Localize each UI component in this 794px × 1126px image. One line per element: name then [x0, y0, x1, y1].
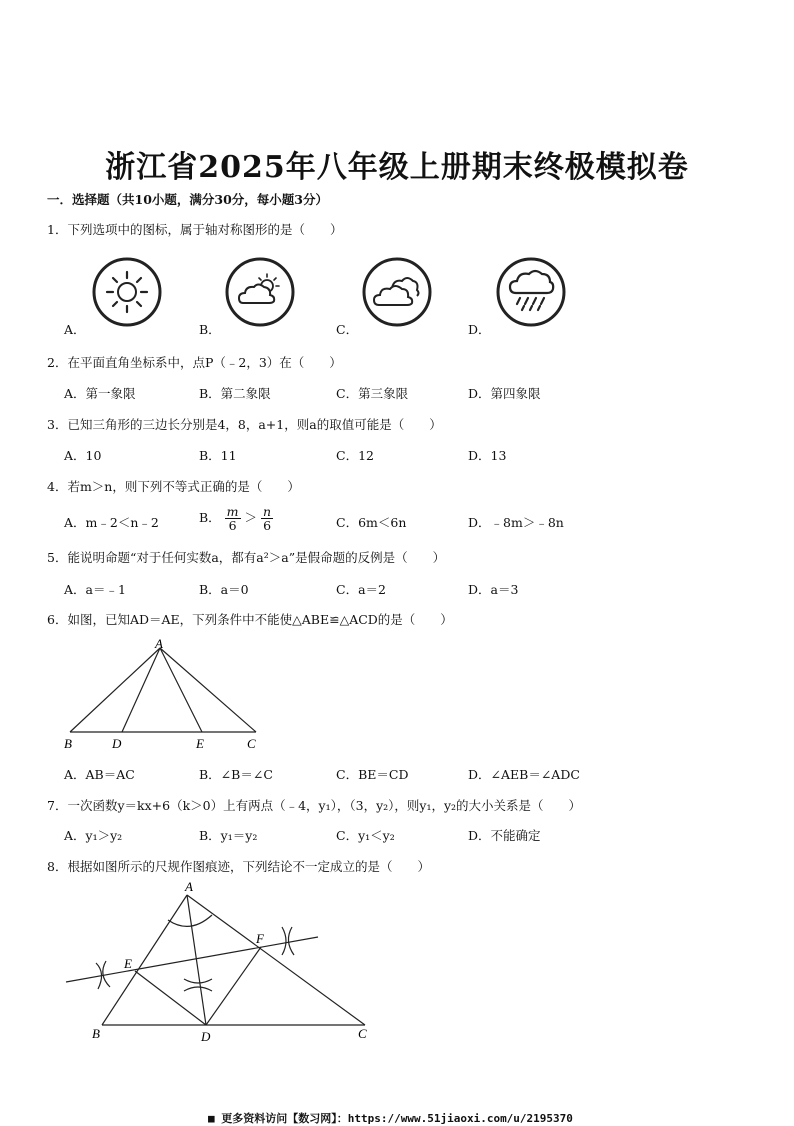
cloudy-icon [360, 255, 434, 329]
q6-option-d: D．∠AEB＝∠ADC [468, 767, 580, 782]
rain-cloud-icon [494, 255, 568, 329]
q5-option-a: A．a＝﹣1 [64, 582, 126, 597]
q7-option-d: D．不能确定 [468, 828, 541, 843]
q6-option-a: A．AB＝AC [64, 767, 135, 782]
label-f: F [256, 931, 264, 946]
fraction-n-over-6: $\frac{n}{6}$ [263, 504, 272, 533]
q2-option-d: D．第四象限 [468, 386, 541, 401]
q6-option-b: B．∠B＝∠C [199, 767, 273, 782]
triangle-figure-q6 [60, 636, 270, 756]
q7-option-c: C．y₁＜y₂ [336, 828, 395, 843]
question-5-stem: 5．能说明命题“对于任何实数a，都有a²＞a”是假命题的反例是（ ） [47, 550, 446, 565]
label-c: C [247, 736, 256, 751]
question-4-stem: 4．若m＞n，则下列不等式正确的是（ ） [47, 479, 300, 494]
q2-option-a: A．第一象限 [64, 386, 136, 401]
question-8-stem: 8．根据如图所示的尺规作图痕迹，下列结论不一定成立的是（ ） [47, 859, 430, 874]
q7-option-b: B．y₁＝y₂ [199, 828, 258, 843]
label-a: A [185, 879, 193, 894]
question-3-stem: 3．已知三角形的三边长分别是4，8，a+1，则a的取值可能是（ ） [47, 417, 442, 432]
q2-option-c: C．第三象限 [336, 386, 409, 401]
q1-option-d: D． [468, 322, 491, 337]
q3-option-a: A．10 [64, 448, 102, 463]
q1-option-c: C． [336, 322, 359, 337]
question-2-stem: 2．在平面直角坐标系中，点P（﹣2，3）在（ ） [47, 355, 342, 370]
q5-option-c: C．a＝2 [336, 582, 386, 597]
question-1-stem: 1．下列选项中的图标，属于轴对称图形的是（ ） [47, 222, 343, 237]
q4-option-c: C．6m＜6n [336, 515, 407, 530]
q7-option-a: A．y₁＞y₂ [64, 828, 123, 843]
section-heading: 一．选择题（共10小题，满分30分，每小题3分） [47, 192, 328, 207]
q5-option-d: D．a＝3 [468, 582, 519, 597]
q4-option-b-relation: ＞ [244, 510, 258, 525]
label-b: B [92, 1026, 100, 1041]
q4-option-a: A．m﹣2＜n﹣2 [64, 515, 159, 530]
footer-link[interactable]: ■ 更多资料访问【数习网】：https://www.51jiaoxi.com/u/2195370 [208, 1112, 573, 1125]
q5-option-b: B．a＝0 [199, 582, 249, 597]
q3-option-c: C．12 [336, 448, 374, 463]
q4-option-b [199, 505, 273, 532]
page-title: 浙江省2025年八年级上册期末终极模拟卷 [105, 150, 689, 185]
q1-option-a: A． [64, 322, 86, 337]
fraction-m-over-6: $\frac{m}{6}$ [226, 504, 239, 533]
label-d: D [112, 736, 122, 751]
label-e: E [124, 956, 132, 971]
question-6-stem: 6．如图，已知AD＝AE，下列条件中不能使△ABE≌△ACD的是（ ） [47, 612, 453, 627]
q2-option-b: B．第二象限 [199, 386, 271, 401]
label-d: D [201, 1029, 211, 1044]
label-a: A [155, 636, 163, 651]
question-7-stem: 7．一次函数y＝kx+6（k＞0）上有两点（﹣4，y₁），（3，y₂），则y₁，y₂的大小关系是（ ） [47, 798, 582, 813]
sun-icon [90, 255, 164, 329]
partly-cloudy-icon [223, 255, 297, 329]
label-c: C [358, 1026, 367, 1041]
label-e: E [196, 736, 204, 751]
q3-option-b: B．11 [199, 448, 237, 463]
q4-option-b-label: B． [199, 510, 221, 525]
q1-option-b: B． [199, 322, 221, 337]
q3-option-d: D．13 [468, 448, 507, 463]
q4-option-d: D．﹣8m＞﹣8n [468, 515, 564, 530]
label-b: B [64, 736, 72, 751]
construction-figure-q8 [60, 875, 380, 1045]
q6-option-c: C．BE＝CD [336, 767, 409, 782]
